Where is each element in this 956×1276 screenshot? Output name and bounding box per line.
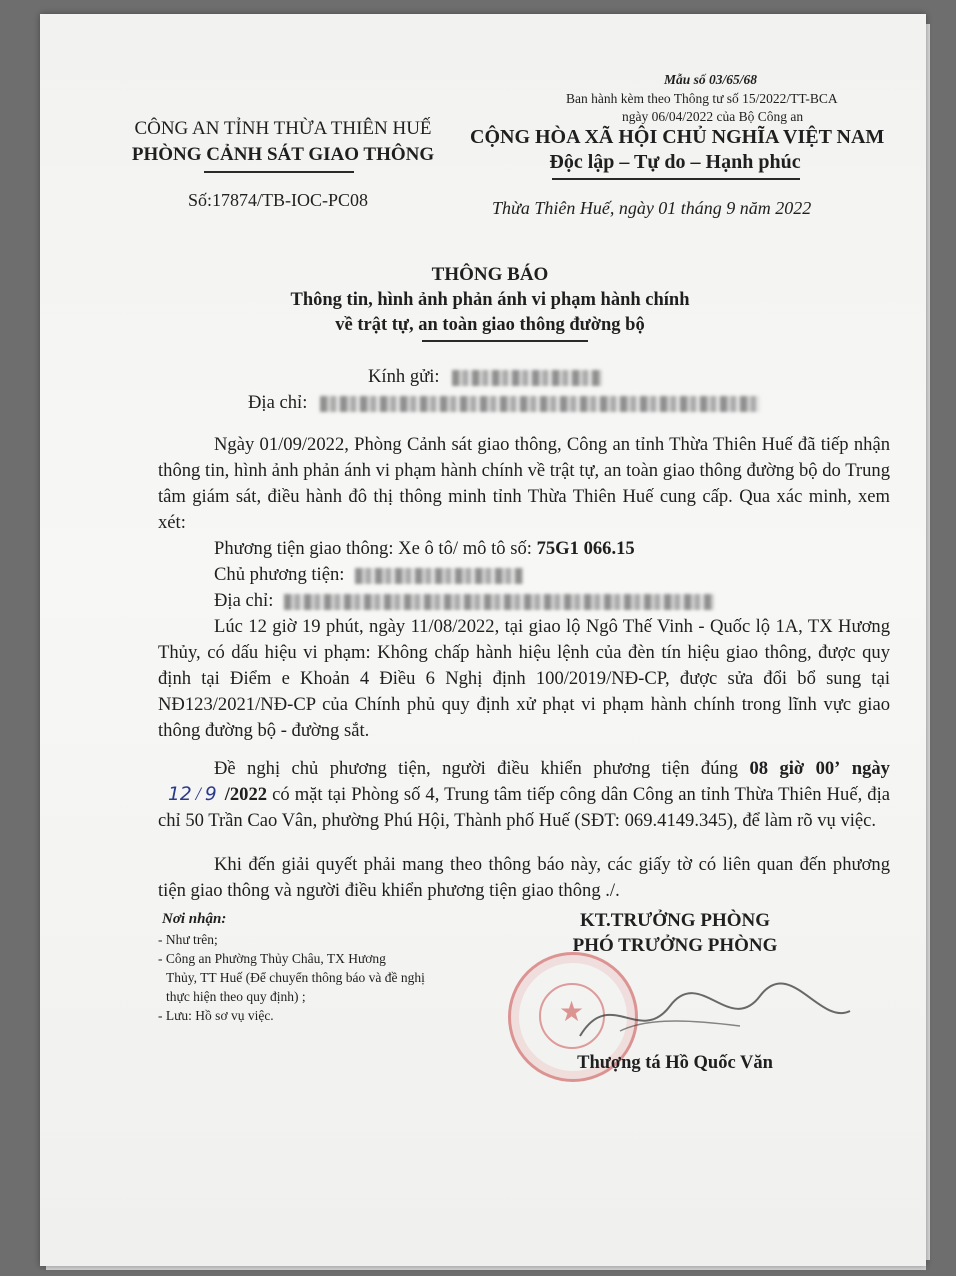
owner-address-label: Địa chỉ:	[214, 590, 274, 611]
seal-star-icon: ★	[559, 997, 585, 1028]
recipient-address-line	[248, 392, 760, 414]
handwritten-signature	[560, 976, 860, 1056]
intro-paragraph: Ngày 01/09/2022, Phòng Cảnh sát giao thông, Công an tỉnh Thừa Thiên Huế đã tiếp nhận thông tin, hình ảnh phản ánh vi phạm hành chính về trật tự, an toàn giao thông đường bộ do Trung tâm giám sát, điều hành đô thị thông minh tỉnh Thừa Thiên Huế cung cấp. Qua xác minh, xem xét:	[158, 434, 890, 533]
handwritten-day: 12	[168, 784, 192, 805]
summons-text-a: Đề nghị chủ phương tiện, người điều khiển phương tiện đúng	[214, 758, 750, 779]
recipient-line	[368, 366, 602, 388]
redacted-recipient-address	[320, 396, 760, 412]
vehicle-line	[214, 536, 635, 562]
document-subtitle-1: Thông tin, hình ảnh phản ánh vi phạm hành chính	[290, 290, 690, 310]
owner-label: Chủ phương tiện:	[214, 564, 345, 585]
summons-paragraph: Đề nghị chủ phương tiện, người điều khiển phương tiện đúng 08 giờ 00’ ngày 12 / 9 /2022 có mặt tại Phòng số 4, Trung tâm tiếp công dân Công an tỉnh Thừa Thiên Huế, địa chỉ 50 Trần Cao Vân, phường Phú Hội, Thành phố Huế (SĐT: 069.4149.345), để làm rõ vụ việc.	[158, 758, 890, 831]
redacted-recipient-name	[452, 370, 602, 386]
document-title: THÔNG BÁO	[431, 264, 549, 285]
signature-title-2: PHÓ TRƯỞNG PHÒNG	[572, 935, 778, 956]
recipients-heading: Nơi nhận:	[162, 911, 227, 927]
closing-paragraph: Khi đến giải quyết phải mang theo thông báo này, các giấy tờ có liên quan đến phương tiện giao thông và người điều khiển phương tiện giao thông ./.	[158, 854, 890, 901]
redacted-owner-address	[284, 594, 714, 610]
summons-text-b: có mặt tại Phòng số 4, Trung tâm tiếp công dân Công an tỉnh Thừa Thiên Huế, địa chỉ 50 Trần Cao Vân, phường Phú Hội, Thành phố Huế (SĐT: 069.4149.345), để làm rõ vụ việc.	[158, 784, 890, 831]
redacted-owner-name	[355, 568, 523, 584]
document-page	[40, 14, 926, 1266]
national-motto: Độc lập – Tự do – Hạnh phúc	[549, 151, 801, 173]
title-underline	[422, 340, 588, 342]
recipient-item: - Như trên;	[158, 932, 218, 947]
signature-title-1: KT.TRƯỞNG PHÒNG	[580, 910, 770, 931]
agency-name: PHÒNG CẢNH SÁT GIAO THÔNG	[131, 144, 435, 165]
appointment-time: 08 giờ 00’	[749, 758, 841, 779]
national-title: CỘNG HÒA XÃ HỘI CHỦ NGHĨA VIỆT NAM	[470, 126, 885, 148]
form-issued-with: Ban hành kèm theo Thông tư số 15/2022/TT-BCA	[566, 91, 838, 106]
form-issued-date: ngày 06/04/2022 của Bộ Công an	[622, 109, 804, 124]
motto-underline	[552, 178, 800, 180]
place-date: Thừa Thiên Huế, ngày 01 tháng 9 năm 2022	[492, 198, 812, 218]
signer-name: Thượng tá Hồ Quốc Văn	[577, 1053, 773, 1073]
license-plate: 75G1 066.15	[536, 538, 635, 559]
agency-parent: CÔNG AN TỈNH THỪA THIÊN HUẾ	[134, 118, 432, 139]
violation-paragraph: Lúc 12 giờ 19 phút, ngày 11/08/2022, tại giao lộ Ngô Thế Vinh - Quốc lộ 1A, TX Hương Thủy, có dấu hiệu vi phạm: Không chấp hành hiệu lệnh của đèn tín hiệu giao thông, được quy định tại Điểm e Khoản 4 Điều 6 Nghị định 100/2019/NĐ-CP, được sửa đổi bổ sung tại NĐ123/2021/NĐ-CP của Chính phủ quy định xử phạt vi phạm hành chính trong lĩnh vực giao thông đường bộ - đường sắt.	[158, 616, 890, 741]
handwritten-month: 9	[204, 784, 217, 805]
recipient-address-label: Địa chỉ:	[248, 392, 308, 413]
appointment-year: /2022	[224, 784, 268, 805]
recipient-label: Kính gửi:	[368, 366, 440, 387]
owner-line	[214, 562, 523, 588]
recipient-item: - Lưu: Hồ sơ vụ việc.	[158, 1008, 274, 1023]
vehicle-label: Phương tiện giao thông: Xe ô tô/ mô tô số:	[214, 538, 537, 559]
appointment-day-label: ngày	[851, 758, 890, 779]
reference-number: Số:17874/TB-IOC-PC08	[188, 190, 369, 210]
recipient-item: Thủy, TT Huế (Để chuyển thông báo và đề nghị	[166, 970, 425, 985]
recipient-item: - Công an Phường Thủy Châu, TX Hương	[158, 951, 386, 966]
recipient-item: thực hiện theo quy định) ;	[166, 989, 306, 1004]
document-subtitle-2: về trật tự, an toàn giao thông đường bộ	[335, 315, 645, 335]
form-number: Mẫu số 03/65/68	[664, 72, 758, 87]
owner-address-line	[214, 588, 714, 614]
agency-underline	[204, 171, 354, 173]
